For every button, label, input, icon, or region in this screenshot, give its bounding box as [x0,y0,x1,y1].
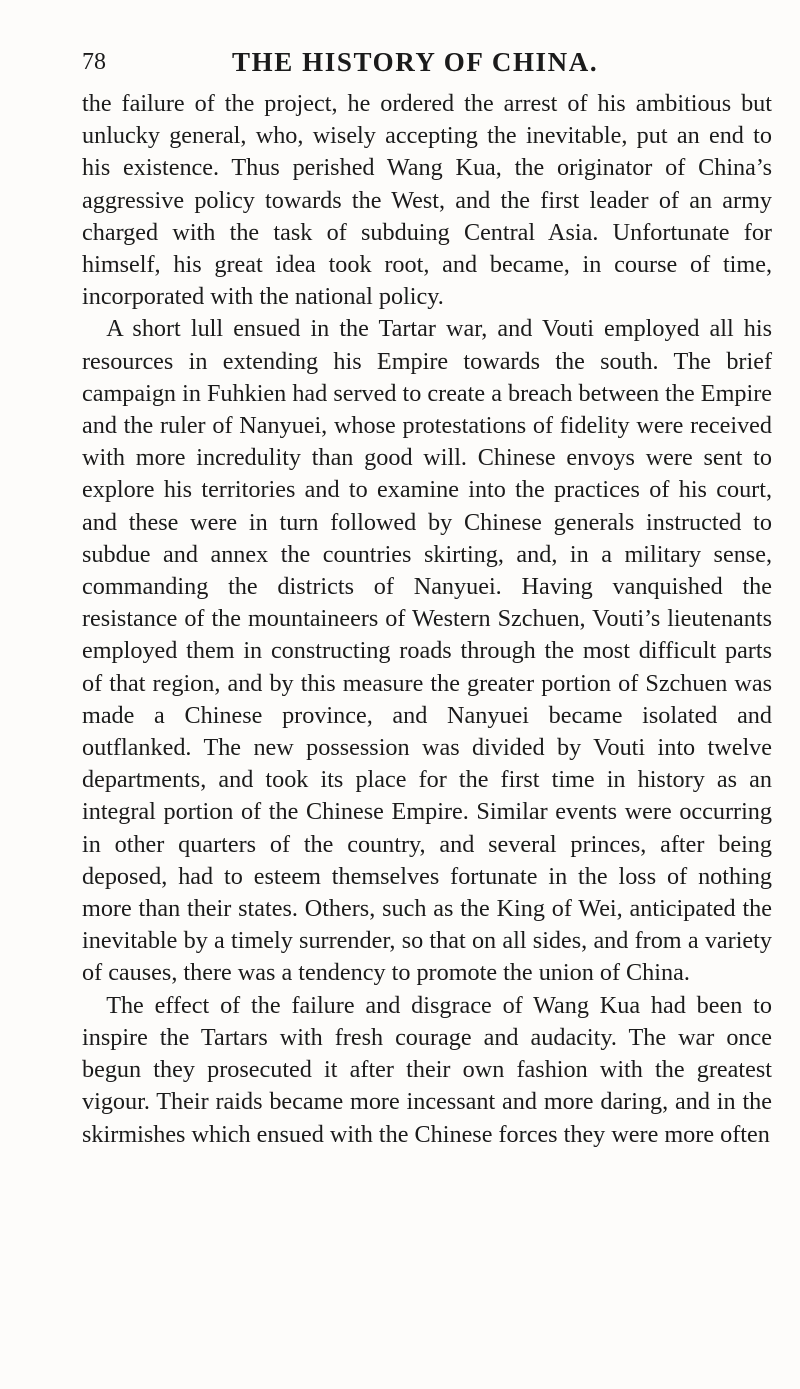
page-number: 78 [82,49,106,75]
running-head [82,46,772,86]
running-title: THE HISTORY OF CHINA. [232,47,599,77]
paragraph-2: A short lull ensued in the Tartar war, and Vouti employed all his resources in extending his Empire towards the south. The brief campaign in Fuhkien had served to create a breach between the Empire and the ruler of Nanyuei, whose protestations of fidelity were received with more incredulity than good will. Chinese envoys were sent to explore his territories and to examine into the practices of his court, and these were in turn followed by Chinese generals instructed to subdue and annex the countries skirting, and, in a military sense, commanding the districts of Nanyuei. Having vanquished the resistance of the mountaineers of Western Szchuen, Vouti’s lieutenants employed them in constructing roads through the most difficult parts of that region, and by this measure the greater portion of Szchuen was made a Chinese province, and Nanyuei became isolated and outflanked. The new possession was divided by Vouti into twelve departments, and took its place for the first time in history as an integral portion of the Chinese Empire. Similar events were occurring in other quarters of the country, and several princes, after being deposed, had to esteem themselves fortunate in the loss of nothing more than their states. Others, such as the King of Wei, anticipated the inevitable by a timely surrender, so that on all sides, and from a variety of causes, there was a tendency to promote the union of China. [82,315,772,987]
paragraph-3: The effect of the failure and disgrace of Wang Kua had been to inspire the Tartars with fresh courage and audacity. The war once begun they prosecuted it after their own fashion with the greatest vigour. Their raids became more incessant and more daring, and in the skirmishes which ensued with the Chinese forces they were more often [82,991,772,1148]
body-text [82,88,772,1151]
paragraph-1: the failure of the project, he ordered the arrest of his ambitious but unlucky general, who, wisely accepting the inevitable, put an end to his existence. Thus perished Wang Kua, the originator of China’s aggressive policy towards the West, and the first leader of an army charged with the task of subduing Central Asia. Unfortunate for himself, his great idea took root, and became, in course of time, incorporated with the national policy. [82,90,772,311]
